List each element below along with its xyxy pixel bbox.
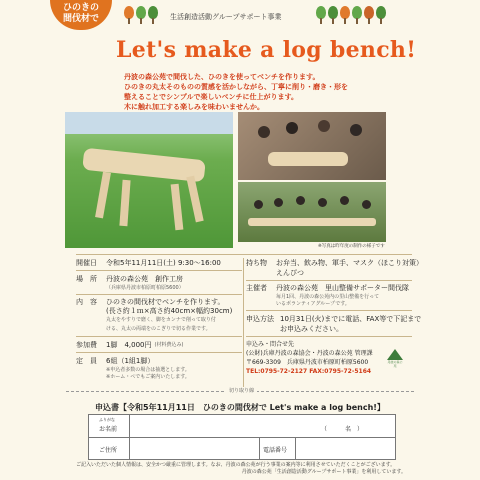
footer-line: 丹波の森公苑「生活創造活動グループサポート事業」を利用しています。 xyxy=(241,469,406,475)
intro-line: 丹波の森公苑で間伐した、ひのきを使ってベンチを作ります。 xyxy=(124,73,320,81)
host-line: いるボランティアグループです。 xyxy=(276,301,350,307)
badge-line-1: ひのきの xyxy=(62,3,99,13)
content-line: ひのきの間伐材でベンチを作ります。 xyxy=(106,298,225,306)
date-row xyxy=(76,258,221,268)
workshop-photo xyxy=(238,112,386,180)
address-field[interactable] xyxy=(131,439,257,457)
apply-row xyxy=(246,314,421,334)
furigana-label: ふりがな xyxy=(99,417,115,422)
fee-row xyxy=(76,340,183,350)
capacity-label: 定 員 xyxy=(76,357,97,365)
name-label: お名前 xyxy=(99,426,118,433)
apply-label: 申込方法 xyxy=(246,315,274,323)
host-label: 主催者 xyxy=(246,284,267,292)
fee-value: 1脚 4,000円 xyxy=(106,341,152,349)
intro-line: 整えることでシンプルで楽しいベンチに仕上がります。 xyxy=(124,93,298,101)
name-field[interactable] xyxy=(131,417,315,435)
bring-row xyxy=(246,258,423,278)
program-subtitle: 生活創造活動グループサポート事業 xyxy=(170,13,282,21)
application-form-title: 申込書【令和5年11月11日 ひのきの間伐材で Let's make a log bench!】 xyxy=(95,403,385,412)
place-row xyxy=(76,274,184,291)
host-row xyxy=(246,283,409,307)
contact-line: (公財)兵庫丹波の森協会・丹波の森公苑 管理課 xyxy=(246,350,373,357)
address-label: ご住所 xyxy=(99,447,118,454)
tree-icon xyxy=(136,6,146,24)
tree-decoration-right xyxy=(316,6,386,24)
intro-line: 木に触れ加工する楽しみを味わいませんか。 xyxy=(124,103,264,111)
host-value: 丹波の森公苑 里山整備サポーター間伐隊 xyxy=(276,284,409,292)
capacity-row xyxy=(76,356,190,380)
group-photo xyxy=(238,182,386,242)
tree-decoration-left xyxy=(124,6,158,24)
logo-text: 丹波の森公苑 xyxy=(387,360,403,368)
apply-line: 10月31日(火)までに電話、FAX等で下記まで xyxy=(280,315,422,323)
capacity-note: ※ホーム・ペでもご案内いたします。 xyxy=(106,374,190,380)
badge-line-2: 間伐材で xyxy=(62,14,99,24)
content-line: (長さ約１ｍ×高さ約40cm×幅約30cm) xyxy=(106,307,233,315)
main-title: Let's make a log bench! xyxy=(116,37,417,63)
footer-line: ご記入いただいた個人情報は、安全かつ厳重に管理します。なお、丹波の森公苑が行う事業の案内等に利用させていただくことがございます。 xyxy=(76,462,396,468)
privacy-notice xyxy=(76,462,406,476)
place-value: 丹波の森公苑 創作工房 xyxy=(106,275,183,283)
tree-icon xyxy=(124,6,134,24)
participant-count[interactable]: （ 名 ） xyxy=(321,426,364,433)
date-value: 令和5年11月11日(土) 9:30～16:00 xyxy=(106,259,221,267)
bring-line: えんぴつ xyxy=(276,269,304,277)
application-form xyxy=(88,414,396,460)
tree-icon xyxy=(364,6,374,24)
tree-icon xyxy=(376,6,386,24)
tree-icon xyxy=(352,6,362,24)
contact-phone: TEL:0795-72-2127 FAX:0795-72-5164 xyxy=(246,368,372,375)
intro-text xyxy=(124,72,384,112)
cut-line-label: 切り取り線 xyxy=(226,387,257,394)
intro-line: ひのきの丸太そのものの質感を活かしながら、丁寧に削り・磨き・形を xyxy=(124,83,348,91)
fee-note: (材料費込み) xyxy=(154,342,184,348)
theme-badge xyxy=(50,0,112,30)
tree-icon xyxy=(328,6,338,24)
content-line: 丸太をやすりで磨く、脚をカンナで削って取り付 xyxy=(106,317,216,323)
date-label: 開催日 xyxy=(76,259,97,267)
host-line: 毎月1回、丹波の森公苑内の里山整備を行って xyxy=(276,294,380,300)
tree-icon xyxy=(148,6,158,24)
contact-block xyxy=(246,340,373,376)
photo-caption: ※写真は昨年度の制作の様子です xyxy=(318,244,385,249)
place-label: 場 所 xyxy=(76,275,97,283)
content-label: 内 容 xyxy=(76,298,97,306)
capacity-note: ※申込者多数の場合は抽選とします。 xyxy=(106,367,190,373)
cut-line xyxy=(66,388,414,394)
fee-label: 参加費 xyxy=(76,341,97,349)
bring-line: お弁当、飲み物、軍手、マスク（ほこり対策） xyxy=(276,259,423,267)
tree-icon xyxy=(340,6,350,24)
contact-line: 〒669-3309 兵庫県丹波市柏原町柏原5600 xyxy=(246,359,369,366)
content-row xyxy=(76,298,232,334)
forest-park-logo-icon xyxy=(387,349,403,367)
bench-photo xyxy=(65,112,233,248)
phone-label: 電話番号 xyxy=(263,447,288,454)
content-line: ける、丸太の両端をのこぎりで切る作業です。 xyxy=(106,326,211,332)
capacity-value: 6組（1組1脚） xyxy=(106,357,155,365)
apply-line: お申込みください。 xyxy=(280,325,343,333)
place-address: （兵庫県丹波市柏原町柏原5600） xyxy=(106,285,184,291)
contact-label: 申込み・問合せ先 xyxy=(246,341,295,348)
phone-field[interactable] xyxy=(297,439,393,457)
bring-label: 持ち物 xyxy=(246,259,267,267)
tree-icon xyxy=(316,6,326,24)
